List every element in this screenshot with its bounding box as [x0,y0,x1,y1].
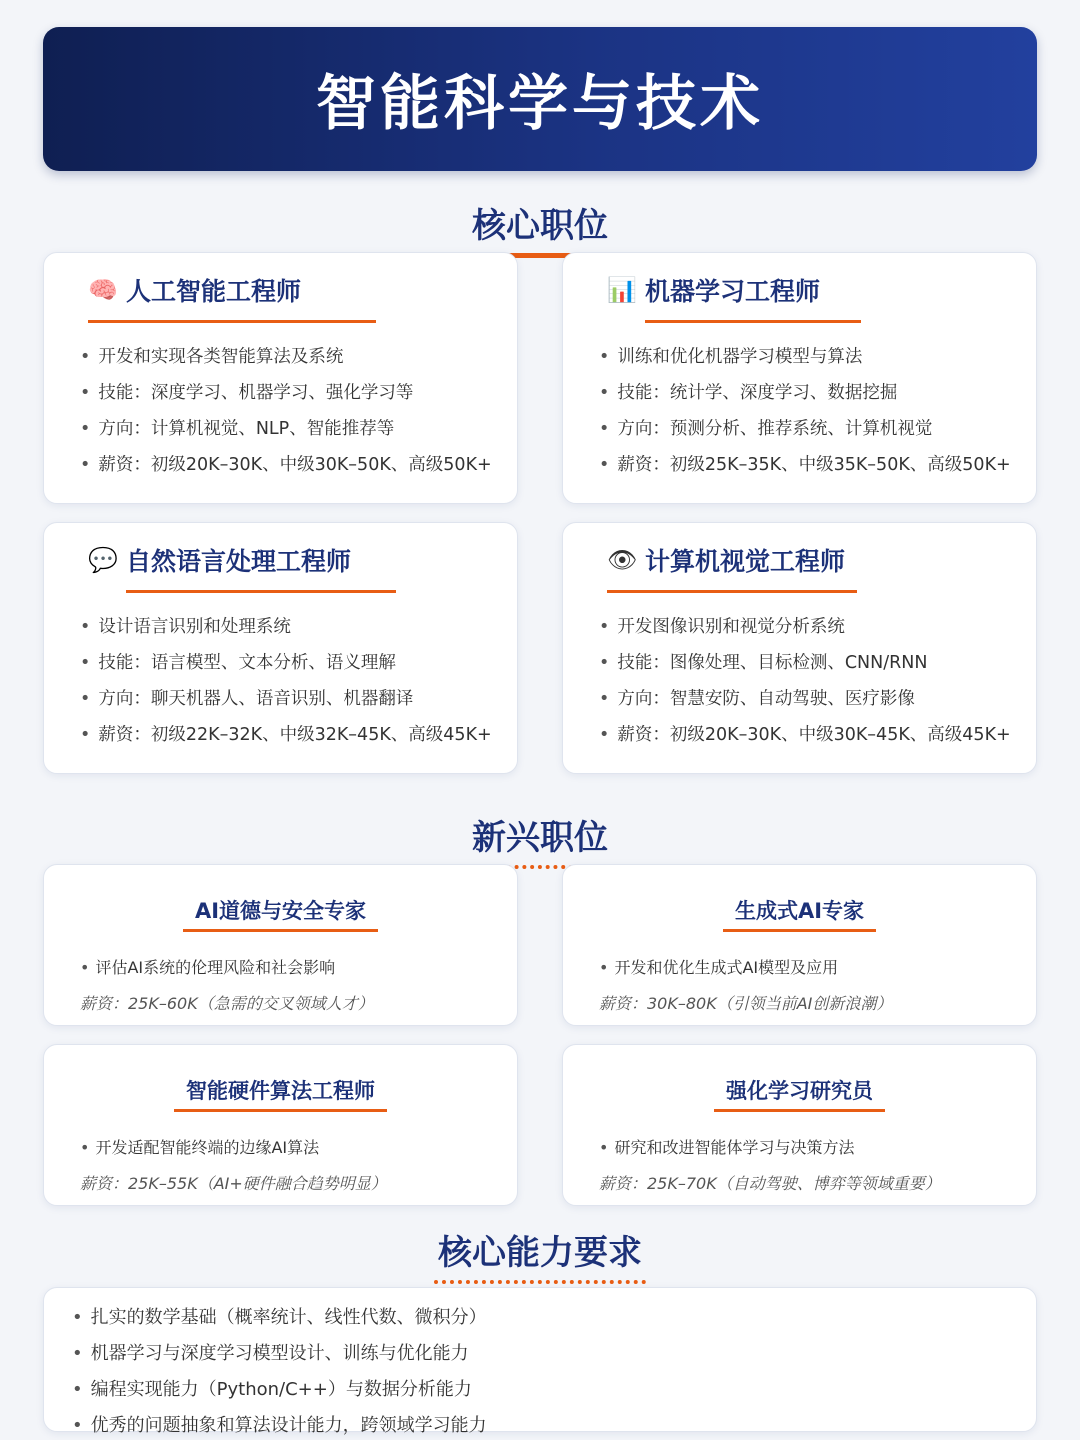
job-card-ai-engineer [43,252,518,504]
card-salary: 薪资：25K–55K（AI+硬件融合趋势明显） [80,1174,387,1193]
card-description: • 研究和改进智能体学习与决策方法 [599,1135,854,1158]
list-item: • 技能：统计学、深度学习、数据挖掘 [599,375,1011,411]
card-bullets [80,339,492,483]
card-title-text: AI道德与安全专家 [183,895,378,932]
card-title-underline [126,590,396,593]
list-item: • 机器学习与深度学习模型设计、训练与优化能力 [72,1336,487,1372]
card-title-underline [88,320,376,323]
card-title-text: 智能硬件算法工程师 [174,1075,387,1112]
section-title-abilities-text: 核心能力要求 [434,1225,646,1284]
list-item: • 薪资：初级25K–35K、中级35K–50K、高级50K+ [599,447,1011,483]
eye-icon: 👁 [607,546,638,574]
list-item: • 扎实的数学基础（概率统计、线性代数、微积分） [72,1300,487,1336]
list-item: • 训练和优化机器学习模型与算法 [599,339,1011,375]
card-header [607,541,845,585]
title-banner [43,27,1037,171]
list-item: • 技能：语言模型、文本分析、语义理解 [80,645,492,681]
emerging-card-hardware-algorithm [43,1044,518,1206]
list-item: • 编程实现能力（Python/C++）与数据分析能力 [72,1372,487,1408]
card-bullets [599,339,1011,483]
list-item: • 技能：深度学习、机器学习、强化学习等 [80,375,492,411]
card-bullets [599,609,1011,753]
card-title: 人工智能工程师 [126,277,302,306]
emerging-card-generative-ai [562,864,1037,1026]
list-item: • 方向：预测分析、推荐系统、计算机视觉 [599,411,1011,447]
card-header [607,271,820,315]
abilities-list [72,1300,487,1440]
card-title-underline [607,590,857,593]
card-title: 自然语言处理工程师 [126,547,352,576]
job-card-nlp-engineer [43,522,518,774]
brain-icon: 🧠 [88,276,118,304]
card-description: • 开发和优化生成式AI模型及应用 [599,955,838,978]
list-item: • 设计语言识别和处理系统 [80,609,492,645]
card-bullets [80,609,492,753]
card-title-text: 强化学习研究员 [714,1075,885,1112]
list-item: • 方向：聊天机器人、语音识别、机器翻译 [80,681,492,717]
list-item: • 方向：智慧安防、自动驾驶、医疗影像 [599,681,1011,717]
card-header [88,541,351,585]
list-item: • 薪资：初级20K–30K、中级30K–45K、高级45K+ [599,717,1011,753]
page-title: 智能科学与技术 [316,69,764,139]
card-title-underline [645,320,861,323]
abilities-card [43,1287,1037,1436]
section-title-abilities [0,1225,1080,1284]
card-title: 机器学习工程师 [645,277,821,306]
card-description: • 开发适配智能终端的边缘AI算法 [80,1135,319,1158]
card-title-text: 生成式AI专家 [723,895,876,932]
list-item: • 技能：图像处理、目标检测、CNN/RNN [599,645,1011,681]
card-description: • 评估AI系统的伦理风险和社会影响 [80,955,335,978]
card-header [88,271,301,315]
card-title [563,1075,1036,1112]
list-item: • 方向：计算机视觉、NLP、智能推荐等 [80,411,492,447]
section-title-emerging [0,810,1080,869]
card-title [563,895,1036,932]
emerging-card-ai-ethics [43,864,518,1026]
card-salary: 薪资：30K–80K（引领当前AI创新浪潮） [599,994,893,1013]
emerging-card-rl-researcher [562,1044,1037,1206]
section-title-core-text: 核心职位 [468,198,612,258]
list-item: • 开发和实现各类智能算法及系统 [80,339,492,375]
list-item: • 薪资：初级22K–32K、中级32K–45K、高级45K+ [80,717,492,753]
card-title: 计算机视觉工程师 [645,547,846,576]
bar-chart-icon: 📊 [607,276,637,304]
list-item: • 开发图像识别和视觉分析系统 [599,609,1011,645]
speech-bubble-icon: 💬 [88,546,118,574]
section-title-core [0,198,1080,258]
section-title-emerging-text: 新兴职位 [468,810,612,869]
card-salary: 薪资：25K–70K（自动驾驶、博弈等领域重要） [599,1174,941,1193]
card-title [44,895,517,932]
job-card-ml-engineer [562,252,1037,504]
job-card-cv-engineer [562,522,1037,774]
card-title [44,1075,517,1112]
list-item: • 优秀的问题抽象和算法设计能力，跨领域学习能力 [72,1408,487,1440]
list-item: • 薪资：初级20K–30K、中级30K–50K、高级50K+ [80,447,492,483]
card-salary: 薪资：25K–60K（急需的交叉领域人才） [80,994,374,1013]
